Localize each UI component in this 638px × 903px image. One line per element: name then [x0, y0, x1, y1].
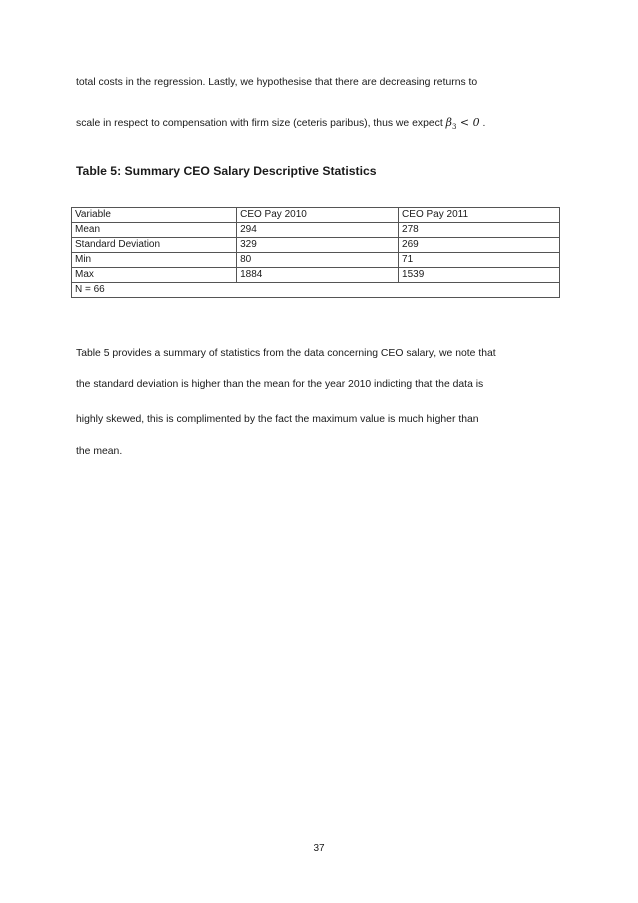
beta-subscript: 3 [451, 123, 457, 132]
table-cell: 269 [399, 238, 560, 253]
table-cell: 329 [237, 238, 399, 253]
discussion-line-3: highly skewed, this is complimented by the fact the maximum value is much higher than [76, 414, 479, 425]
table-cell: 294 [237, 223, 399, 238]
page-number: 37 [313, 843, 325, 854]
table-cell: Max [72, 268, 237, 283]
discussion-line-1: Table 5 provides a summary of statistics from the data concerning CEO salary, we note that [76, 348, 496, 359]
sample-size-cell: N = 66 [72, 283, 560, 298]
table-cell: Min [72, 253, 237, 268]
header-cell: CEO Pay 2010 [237, 208, 399, 223]
beta-inequality [445, 116, 480, 132]
table-cell: 80 [237, 253, 399, 268]
table-cell: Mean [72, 223, 237, 238]
discussion-line-4: the mean. [76, 446, 123, 457]
table-row [72, 238, 560, 253]
table-cell: 1884 [237, 268, 399, 283]
statistics-table [71, 207, 560, 298]
intro-line-2-end: . [479, 118, 486, 129]
intro-line-2 [76, 116, 576, 134]
table-row [72, 268, 560, 283]
header-cell: Variable [72, 208, 237, 223]
table-row [72, 223, 560, 238]
table-cell: 71 [399, 253, 560, 268]
table-cell: Standard Deviation [72, 238, 237, 253]
inequality-rest: < 0 [456, 116, 480, 129]
discussion-line-2: the standard deviation is higher than the mean for the year 2010 indicting that the data is [76, 379, 484, 390]
beta-symbol: β [445, 116, 452, 129]
table-row [72, 253, 560, 268]
intro-line-1: total costs in the regression. Lastly, we hypothesise that there are decreasing returns to [76, 77, 478, 88]
table-title: Table 5: Summary CEO Salary Descriptive Statistics [76, 164, 377, 178]
table-cell: 278 [399, 223, 560, 238]
header-cell: CEO Pay 2011 [399, 208, 560, 223]
intro-line-2-text: scale in respect to compensation with firm size (ceteris paribus), thus we expect [76, 118, 443, 129]
table-footer-row [72, 283, 560, 298]
table-header-row [72, 208, 560, 223]
table-cell: 1539 [399, 268, 560, 283]
